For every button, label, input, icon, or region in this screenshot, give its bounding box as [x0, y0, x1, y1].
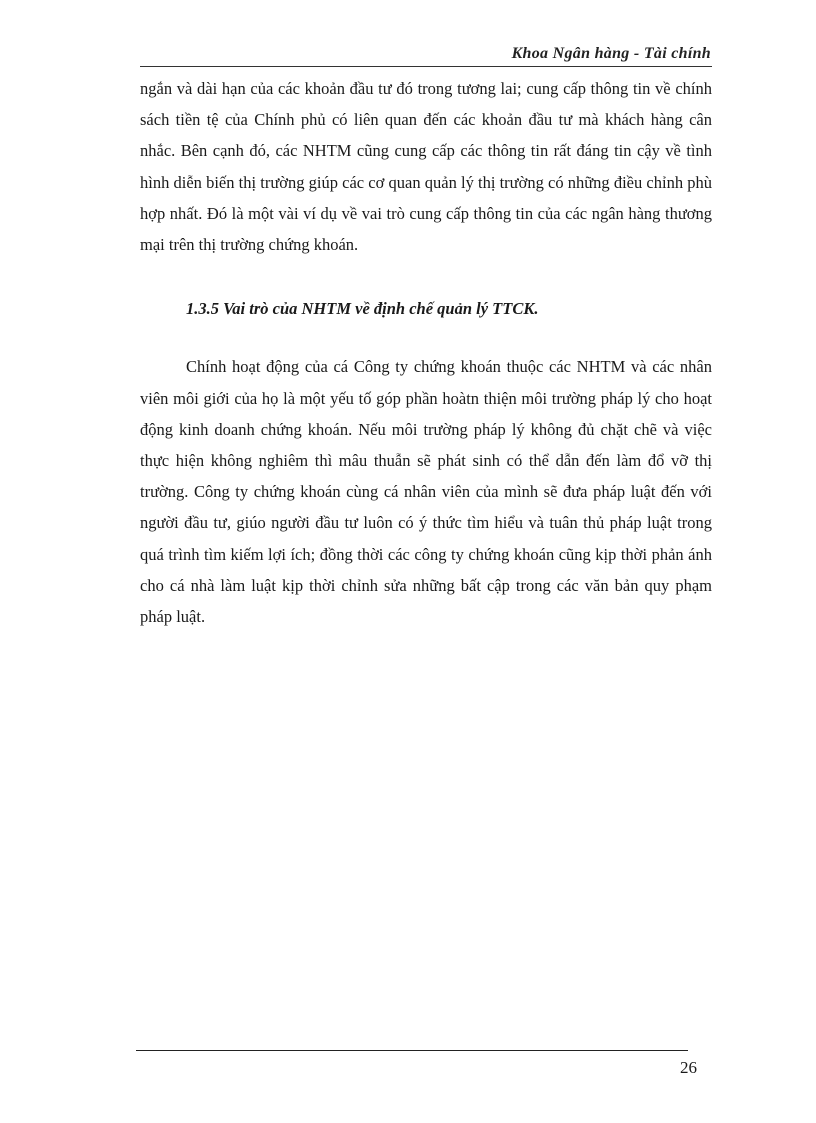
footer-divider — [136, 1050, 688, 1051]
page-body — [140, 73, 712, 632]
header-divider — [140, 66, 712, 67]
page-header-title: Khoa Ngân hàng - Tài chính — [511, 45, 711, 62]
page-number: 26 — [680, 1058, 697, 1077]
section-heading: 1.3.5 Vai trò của NHTM về định chế quản lý TTCK. — [186, 299, 539, 319]
intro-paragraph: ngắn và dài hạn của các khoản đầu tư đó trong tương lai; cung cấp thông tin về chính sách tiền tệ của Chính phủ có liên quan đến các khoản đầu tư mà khách hàng cân nhắc. Bên cạnh đó, các NHTM cũng cung cấp các thông tin rất đáng tin cậy về tình hình diễn biến thị trường giúp các cơ quan quản lý thị trường có những điều chỉnh phù hợp nhất. Đó là một vài ví dụ về vai trò cung cấp thông tin của các ngân hàng thương mại trên thị trường chứng khoán. — [140, 79, 712, 255]
main-paragraph: Chính hoạt động của cá Công ty chứng khoán thuộc các NHTM và các nhân viên môi giới của họ là một yếu tố góp phần hoàtn thiện môi trường pháp lý cho hoạt động kinh doanh chứng khoán. Nếu môi trường pháp lý không đủ chặt chẽ và việc thực hiện không nghiêm thì mâu thuẫn sẽ phát sinh có thể dẫn đến làm đổ vỡ thị trường. Công ty chứng khoán cùng cá nhân viên của mình sẽ đưa pháp luật đến với người đầu tư, giúo người đầu tư luôn có ý thức tìm hiểu và tuân thủ pháp luật trong quá trình tìm kiếm lợi ích; đồng thời các công ty chứng khoán cũng kịp thời phản ánh cho cá nhà làm luật kịp thời chỉnh sửa những bất cập trong các văn bản quy phạm pháp luật. — [140, 357, 712, 627]
